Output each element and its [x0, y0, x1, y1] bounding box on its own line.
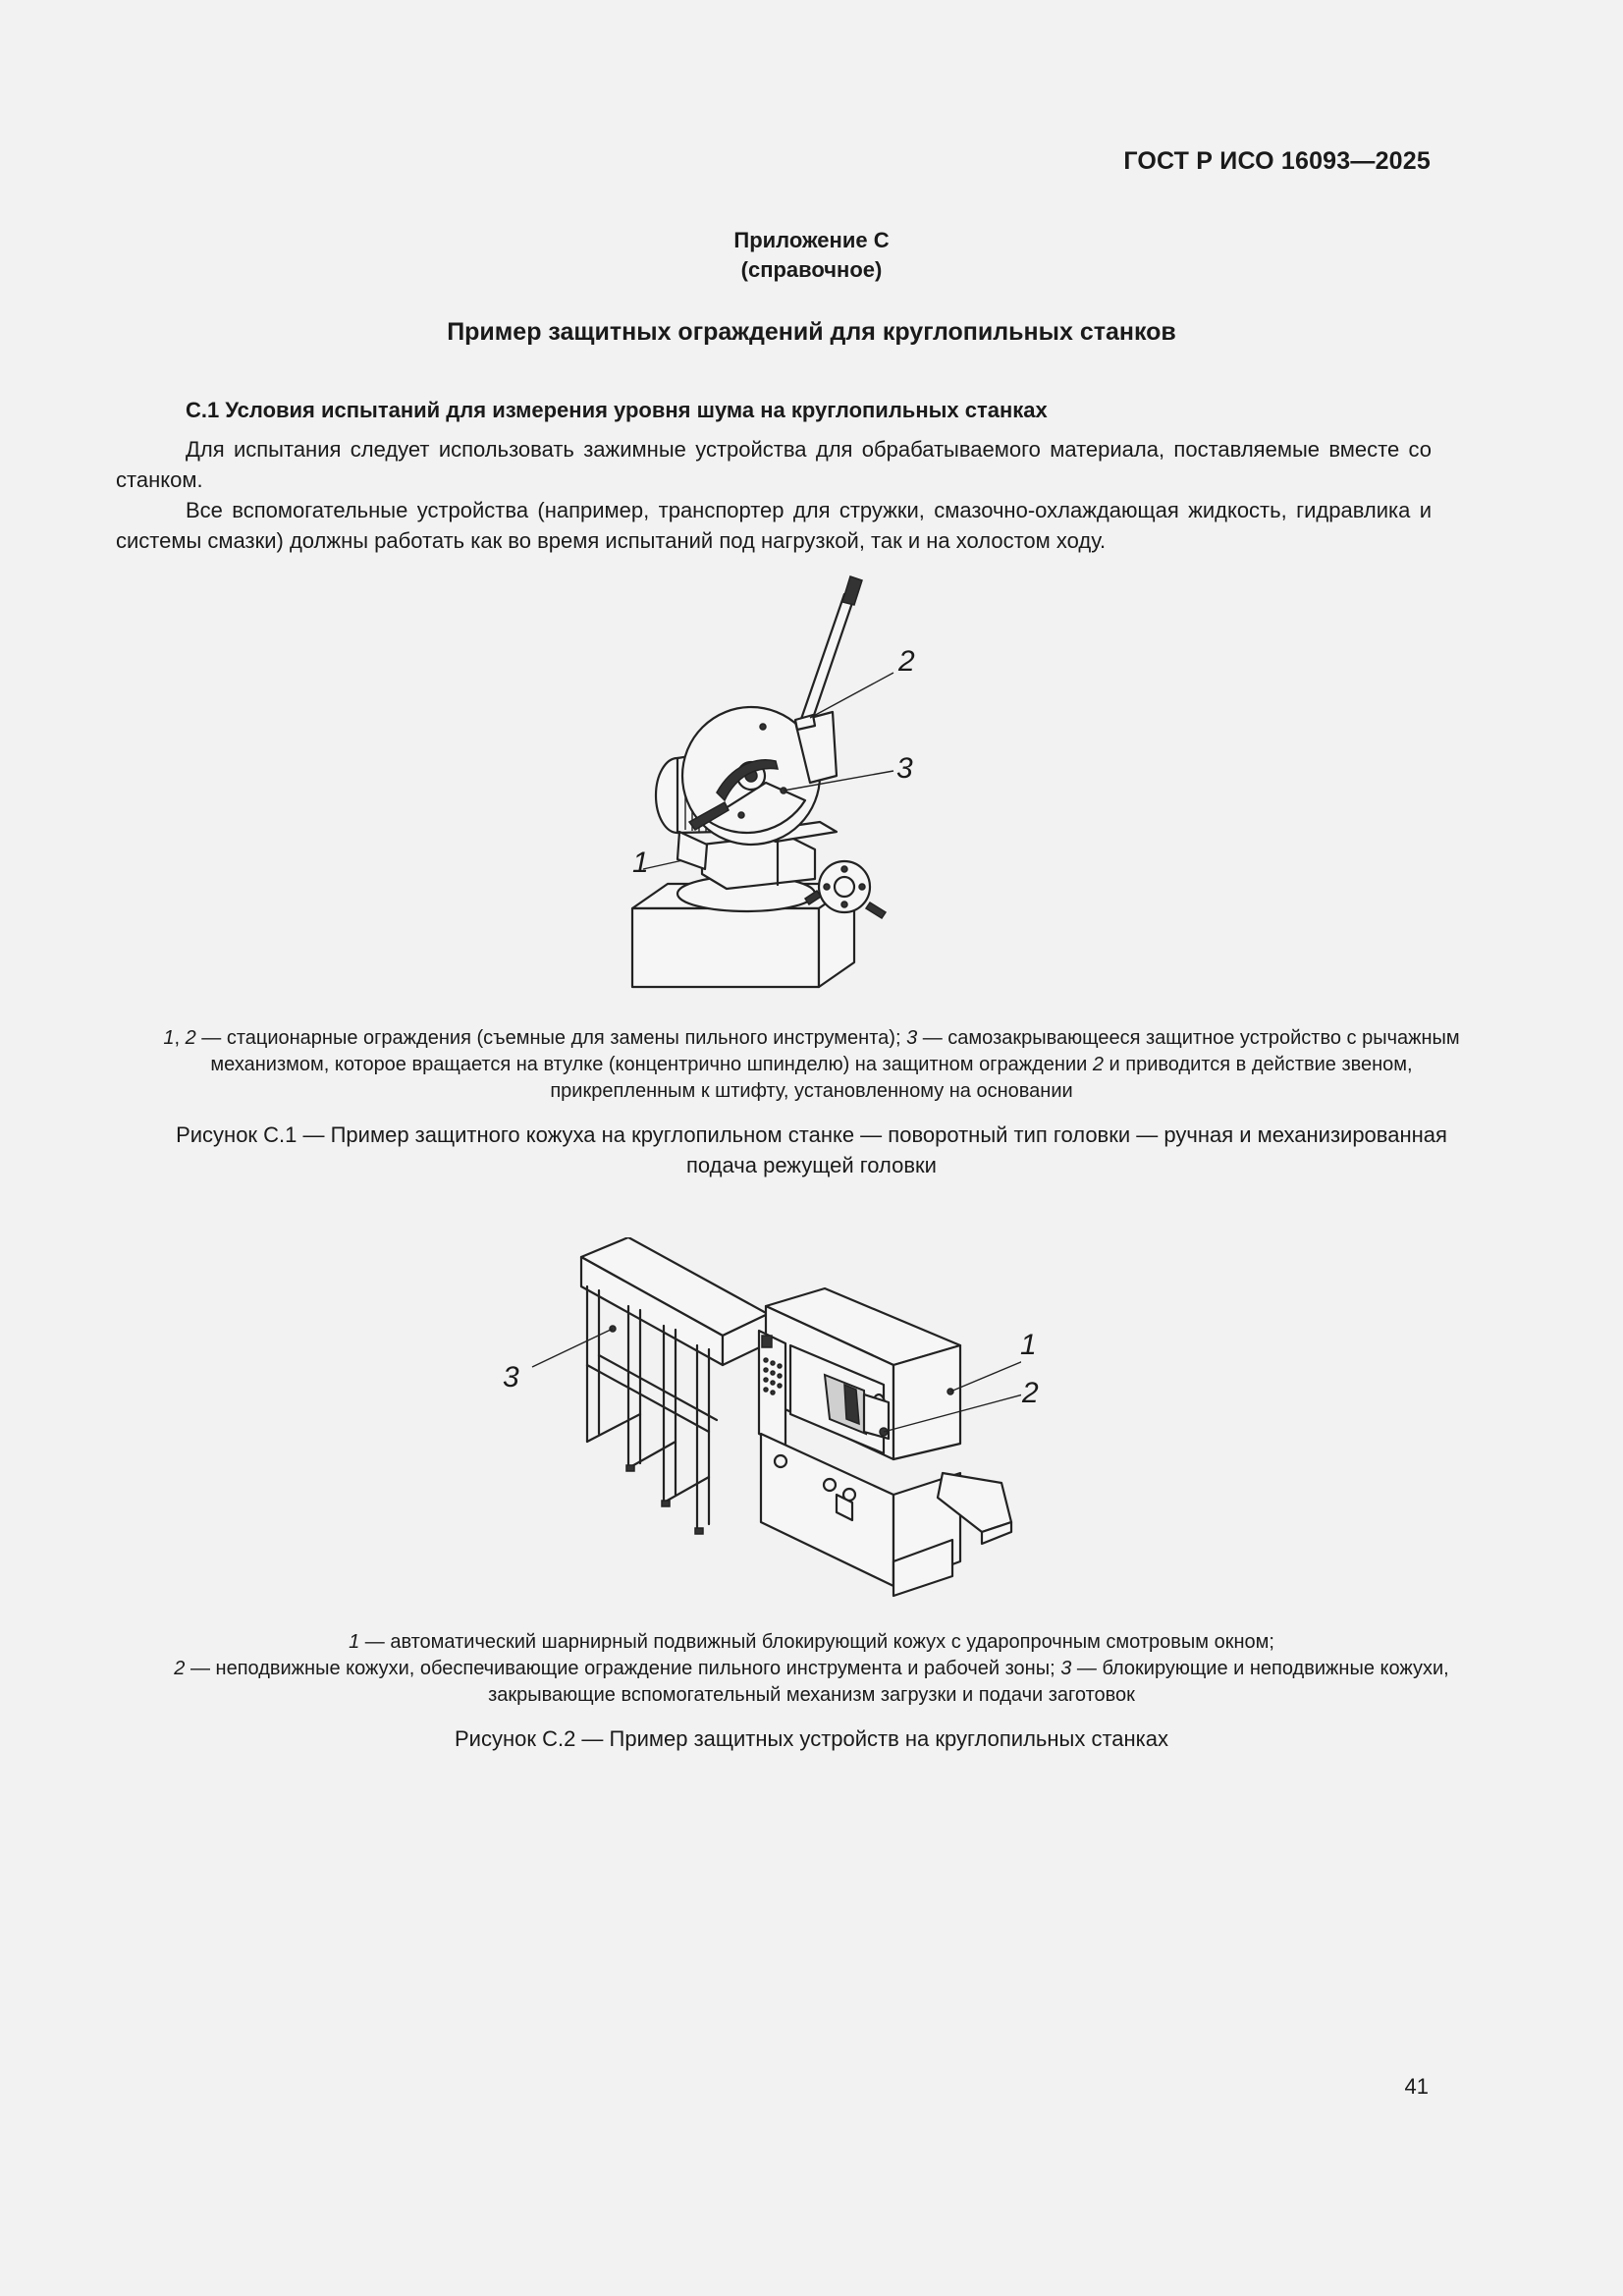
- legend-num-3: 3: [906, 1027, 918, 1049]
- legend-text-b: — неподвижные кожухи, обеспечивающие ограждение пильного инструмента и рабочей зоны;: [185, 1658, 1061, 1679]
- legend-num-3: 3: [1060, 1658, 1072, 1679]
- paragraph-1: [116, 434, 1432, 495]
- legend-num-2: 2: [174, 1658, 186, 1679]
- figure-2-drawing: [491, 1237, 1021, 1601]
- figure-1-caption: Рисунок С.1 — Пример защитного кожуха на круглопильном станке — поворотный тип головки — ручная и механизированная подача режущей головки: [176, 1122, 1447, 1177]
- figure-2-callout-2: 2: [1022, 1377, 1039, 1409]
- legend-text-c: и приводится в действие звеном, прикрепленным к штифту, установленному на основании: [550, 1054, 1413, 1102]
- legend-text-a: — стационарные ограждения (съемные для замены пильного инструмента);: [195, 1027, 907, 1049]
- figure-2-legend: [147, 1629, 1476, 1709]
- page-number: 41: [1404, 2074, 1429, 2099]
- figure-1-legend: [147, 1025, 1476, 1105]
- legend-text-c: — блокирующие и неподвижные кожухи, закрывающие вспомогательный механизм загрузки и подачи заготовок: [488, 1658, 1449, 1706]
- legend-num-1: 1: [163, 1027, 175, 1049]
- standard-id: ГОСТ Р ИСО 16093—2025: [1123, 147, 1431, 175]
- legend-text-a: — автоматический шарнирный подвижный блокирующий кожух с ударопрочным смотровым окном;: [359, 1631, 1274, 1653]
- annex-heading: [0, 226, 1623, 285]
- figure-1-drawing: [609, 574, 982, 997]
- annex-title: Пример защитных ограждений для круглопильных станков: [447, 318, 1176, 346]
- figure-2-callout-1: 1: [1020, 1329, 1037, 1361]
- figure-1-callout-3: 3: [896, 752, 913, 785]
- figure-1-callout-2: 2: [898, 645, 915, 678]
- paragraph-2-text: Все вспомогательные устройства (например, транспортер для стружки, смазочно-охлаждающая жидкость, гидравлика и системы смазки) должны работать как во время испытаний под нагрузкой, так и на холостом ходу.: [116, 498, 1432, 553]
- legend-num-2: 2: [185, 1027, 196, 1049]
- machine-side: [893, 1345, 960, 1459]
- legend-num-2b: 2: [1092, 1054, 1104, 1075]
- annex-type: (справочное): [740, 257, 883, 282]
- handle: [800, 594, 854, 724]
- section-heading: С.1 Условия испытаний для измерения уровня шума на круглопильных станках: [186, 398, 1048, 422]
- paragraph-2: [116, 495, 1432, 556]
- legend-sep: ,: [174, 1027, 186, 1049]
- paragraph-1-text: Для испытания следует использовать зажимные устройства для обрабатываемого материала, поставляемые вместе со станком.: [116, 437, 1432, 492]
- legend-text-b: — самозакрывающееся защитное устройство с рычажным механизмом, которое вращается на втулке (концентрично шпинделю) на защитном ограждении: [210, 1027, 1460, 1075]
- base-front: [632, 908, 819, 987]
- figure-1-callout-1: 1: [632, 847, 649, 879]
- figure-2-caption: Рисунок С.2 — Пример защитных устройств на круглопильных станках: [454, 1726, 1169, 1751]
- figure-2-callout-3: 3: [503, 1361, 519, 1394]
- legend-num-1: 1: [349, 1631, 360, 1653]
- annex-label: Приложение С: [733, 228, 890, 252]
